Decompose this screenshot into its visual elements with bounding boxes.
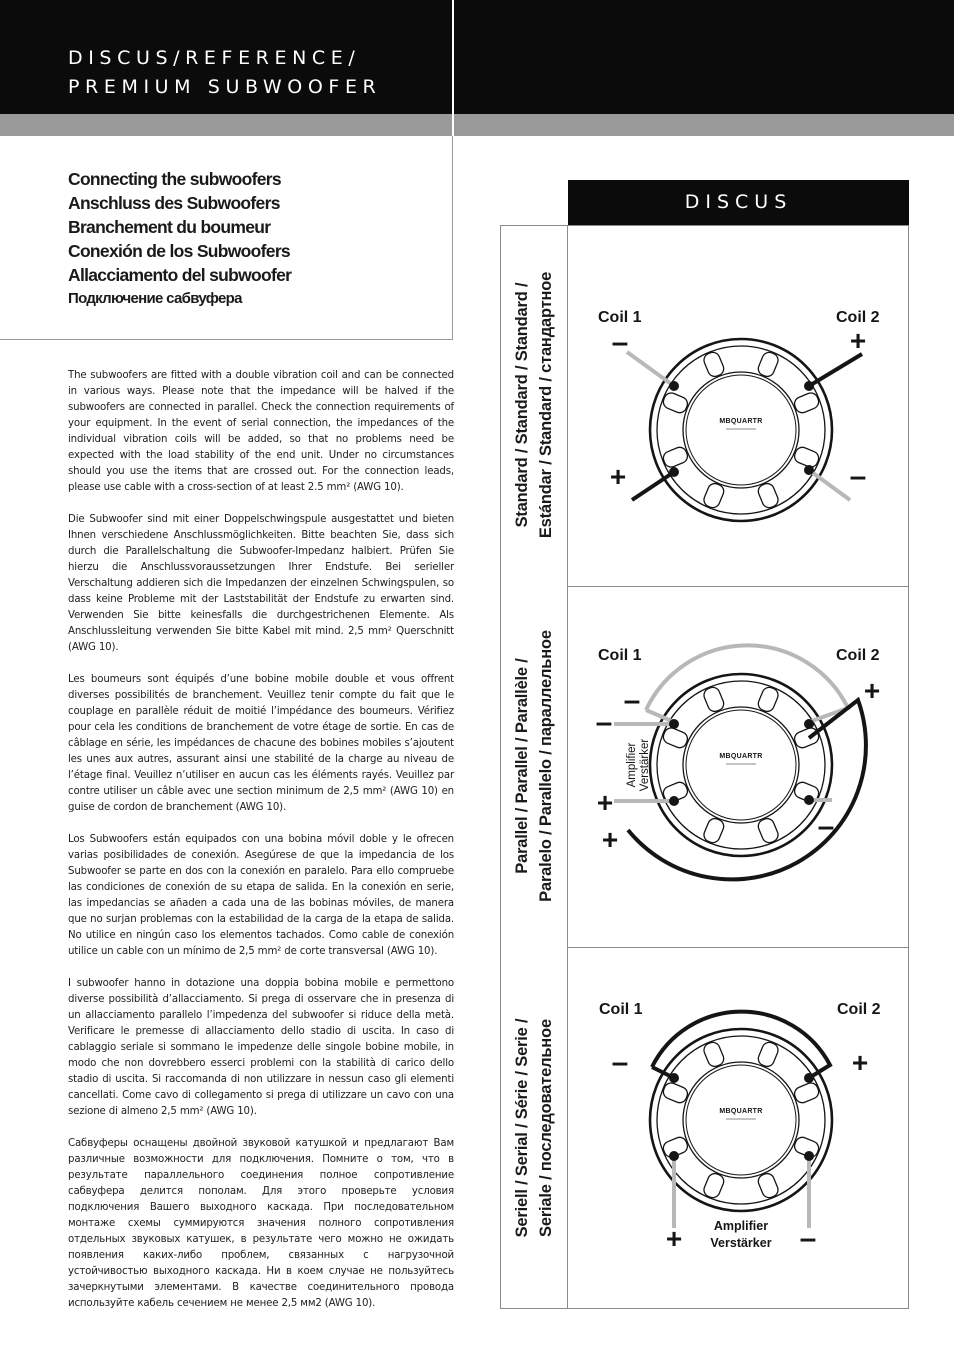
- amplifier-label-de: Verstärker: [710, 1236, 772, 1250]
- heading-es: Conexión de los Subwoofers: [68, 241, 290, 261]
- coil1-label: Coil 1: [599, 1001, 643, 1018]
- coil1-label: Coil 1: [598, 647, 642, 664]
- sign-minus: –: [611, 326, 629, 359]
- amplifier-label: Amplifier: [713, 1219, 769, 1233]
- heading-de: Anschluss des Subwoofers: [68, 193, 280, 213]
- wire-coil2-plus: [809, 354, 862, 386]
- sign-plus: +: [863, 675, 881, 706]
- coil2-label: Coil 2: [837, 1001, 881, 1018]
- sign-minus: –: [611, 1046, 629, 1079]
- label-standard-line2: Estándar / Standard / стандартное: [537, 271, 555, 539]
- coil2-label: Coil 2: [836, 309, 880, 326]
- amplifier-label: Amplifier: [626, 742, 638, 788]
- paragraph-de: Die Subwoofer sind mit einer Doppelschwingspule ausgestattet und bieten Ihnen verschiedene Anschlussmöglichkeiten. Bitte beachten Sie, dass sich durch die Parallelschaltung die Subwoofer-Impedanz halbiert. Prüfen Sie hierzu die Anschlussvoraussetzungen Ihrer Endstufe. Bei serieller Verschaltung addieren sich die Impedanzen der einzelnen Schwingspulen, so dass keine Probleme mit der Laststabilität der Endstufe zu erwarten sind. Verwenden Sie bitte keinesfalls die durchgestrichenen Elemente. Als Anschlussleitung verwenden Sie bitte Kabel mit mind. 2,5 mm² Querschnitt (AWG 10).: [68, 514, 454, 653]
- diagram-standard: [598, 309, 880, 521]
- wire-coil1-minus: [627, 352, 674, 386]
- sign-plus: +: [596, 787, 614, 818]
- sign-plus: +: [601, 824, 619, 855]
- speaker-icon: [650, 339, 832, 521]
- heading-ru: Подключение сабвуфера: [68, 290, 242, 307]
- coil2-label: Coil 2: [836, 647, 880, 664]
- sign-minus: –: [817, 810, 835, 843]
- diagram-serial: [599, 1001, 881, 1255]
- sign-minus: –: [595, 706, 613, 739]
- paragraph-it: I subwoofer hanno in dotazione una doppia bobina mobile e permettono diverse possibilità d’allacciamento. Si prega di osservare che in presenza di un allacciamento parallelo l’impedenza del subwoofer si riduce della metà. Verificare le premesse di allacciamento dello stadio di uscita. In caso di cablaggio seriale si sommano le impedenze delle singole bobine mobile, in modo che non dovrebbero esserci problemi con la stabilità di carico dello stadio di uscita. Si raccomanda di non utilizzare in nessun caso gli elementi cancellati. Come cavo di collegamento si prega di utilizzare un cavo con una sezione di almeno 2,5 mm² (AWG 10).: [68, 978, 454, 1117]
- sign-minus: –: [849, 460, 867, 493]
- page-title-line2: PREMIUM SUBWOOFER: [68, 76, 382, 98]
- paragraph-ru: Сабвуферы оснащены двойной звуковой катушкой и предлагают Вам различные возможности для подключения. Помните о том, что в результате параллельного соединения полное сопротивление сабвуфера делится пополам. Для этого проверьте условия подключения Вашего выходного каскада. При последовательном монтаже схемы суммируются значения полного сопротивления отдельных звуковых катушек, в результате чего можно не ожидать появления каких-либо проблем, связанных с нагрузочной устойчивостью выходного каскада. Ни в коем случае не пользуйтесь зачеркнутыми элементами. В качестве соединительного провода используйте кабель сечением не менее 2,5 мм2 (AWG 10).: [68, 1138, 454, 1309]
- speaker-icon: [650, 674, 832, 856]
- label-standard-line1: Standard / Standard / Standard /: [513, 282, 531, 528]
- paragraph-es: Los Subwoofers están equipados con una bobina móvil doble y le ofrecen varias posibilidades de conexión. Asegúrese de que la impedancia de los Subwoofer se parte en dos con la conexión en paralelo. Para ello compruebe las condiciones de conexión de su etapa de salida. En la conexión en serie, las impedancias se añaden a cada una de las bobinas móviles, de manera que no surjan problemas con la estabilidad de la carga de la etapa de salida. No utilice en ningún caso los elementos tachados. Como cable de conexión utilice un cable con un mínimo de 2,5 mm² de corte transversal (AWG 10).: [68, 834, 454, 957]
- sign-minus: –: [799, 1222, 817, 1255]
- heading-en: Connecting the subwoofers: [68, 169, 281, 189]
- paragraph-fr: Les boumeurs sont équipés d’une bobine mobile double et vous offrent diverses possibilités de branchement. Veuillez tenir compte du fait que le couplage en parallèle réduit de moitié l’impédance des boumeurs. Vérifiez pour cela les conditions de branchement de votre étage de sortie. En cas de câblage en série, les impédances de chacune des bobines mobiles s’ajoutent les unes aux autres, assurant ainsi une stabilité de la charge au niveau de l’étage final. Veuillez n’utiliser en aucun cas les éléments rayés. Veuillez par contre utiliser un câble avec une section minimum de 2,5 mm² (AWG 10) en guise de cordon de branchement (AWG 10).: [68, 674, 454, 813]
- sign-minus: –: [623, 684, 641, 717]
- discus-title: DISCUS: [568, 180, 909, 225]
- label-parallel-line1: Parallel / Parallel / Parallèle /: [513, 658, 531, 874]
- diagram-parallel: [596, 645, 881, 879]
- sign-plus: +: [851, 1047, 869, 1078]
- sign-plus: +: [665, 1223, 683, 1254]
- label-serial-line2: Seriale / последовательное: [537, 1019, 555, 1237]
- heading-fr: Branchement du boumeur: [68, 217, 271, 237]
- label-parallel-line2: Paralelo / Parallelo / параллельное: [537, 630, 555, 902]
- heading-it: Allacciamento del subwoofer: [68, 265, 292, 285]
- speaker-icon: [650, 1029, 832, 1211]
- sign-plus: +: [849, 325, 867, 356]
- page-title-line1: DISCUS/REFERENCE/: [68, 47, 361, 69]
- amplifier-label-de: Verstärker: [639, 738, 651, 792]
- coil1-label: Coil 1: [598, 309, 642, 326]
- label-serial-line1: Seriell / Serial / Série / Serie /: [513, 1018, 531, 1238]
- sign-plus: +: [609, 461, 627, 492]
- wire-coil2-minus: [809, 470, 850, 500]
- paragraph-en: The subwoofers are fitted with a double vibration coil and can be connected in various ways. Please note that the impedance will be halved if the subwoofers are connected in parallel. Check the connection requirements of your equipment. In the event of serial connection, the impedances of the individual vibration coils will be added, so that no problems need be expected with the load stability of the end unit. Under no circumstances should you use the items that are crossed out. For the connection leads, please use cable with a cross-section of at least 2.5 mm² (AWG 10).: [68, 370, 454, 493]
